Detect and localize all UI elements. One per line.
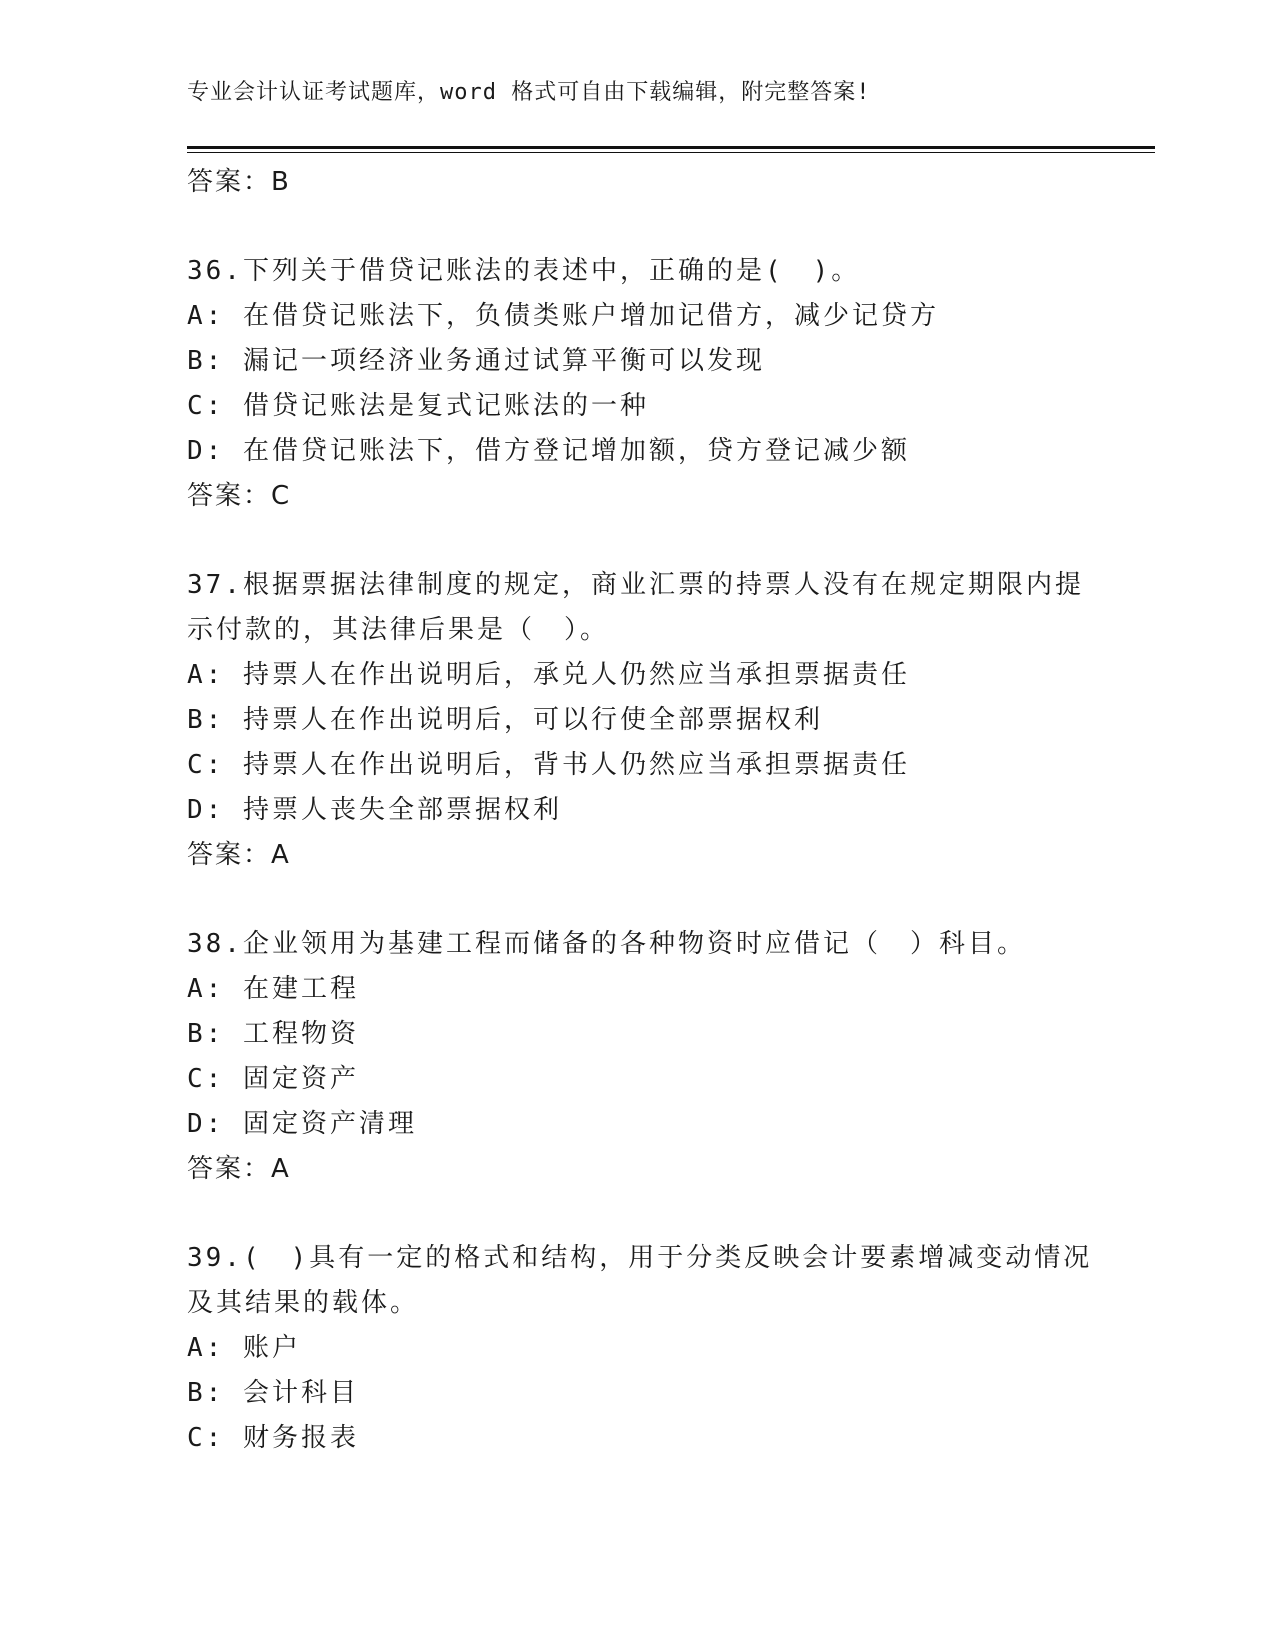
question-text: 38.企业领用为基建工程而储备的各种物资时应借记（ ）科目。 (187, 929, 1026, 959)
spacer (187, 519, 1087, 563)
option-d: D: 持票人丧失全部票据权利 (187, 795, 562, 825)
option-a: A: 在借贷记账法下，负债类账户增加记借方，减少记贷方 (187, 301, 939, 331)
header-rule-thick (187, 146, 1155, 149)
answer-line: 答案：B (187, 167, 291, 197)
question-text-continued: 及其结果的载体。 (187, 1288, 420, 1318)
option-d: D: 在借贷记账法下，借方登记增加额，贷方登记减少额 (187, 436, 910, 466)
spacer (187, 878, 1087, 922)
option-b: B: 漏记一项经济业务通过试算平衡可以发现 (187, 346, 765, 376)
question-block (187, 922, 1087, 1192)
option-a: A: 持票人在作出说明后，承兑人仍然应当承担票据责任 (187, 660, 910, 690)
question-text: 39.( )具有一定的格式和结构，用于分类反映会计要素增减变动情况 (187, 1243, 1093, 1273)
option-b: B: 会计科目 (187, 1378, 359, 1408)
option-d: D: 固定资产清理 (187, 1109, 417, 1139)
question-list (187, 160, 1093, 1461)
option-c: C: 持票人在作出说明后，背书人仍然应当承担票据责任 (187, 750, 910, 780)
option-a: A: 在建工程 (187, 974, 359, 1004)
question-block (187, 563, 1087, 878)
option-c: C: 借贷记账法是复式记账法的一种 (187, 391, 649, 421)
spacer (187, 205, 1087, 249)
page-header: 专业会计认证考试题库，word 格式可自由下载编辑，附完整答案! (187, 80, 871, 105)
question-text: 37.根据票据法律制度的规定，商业汇票的持票人没有在规定期限内提 (187, 570, 1084, 600)
spacer (187, 1192, 1087, 1236)
answer-line: 答案：A (187, 840, 291, 870)
option-c: C: 财务报表 (187, 1423, 359, 1453)
question-text: 36.下列关于借贷记账法的表述中，正确的是( )。 (187, 256, 861, 286)
answer-line: 答案：C (187, 481, 292, 511)
question-block (187, 1236, 1093, 1461)
option-b: B: 工程物资 (187, 1019, 359, 1049)
answer-line: 答案：A (187, 1154, 291, 1184)
header-rule-thin (187, 152, 1155, 153)
question-text-continued: 示付款的，其法律后果是（ ）。 (187, 615, 610, 645)
option-c: C: 固定资产 (187, 1064, 359, 1094)
option-a: A: 账户 (187, 1333, 301, 1363)
option-b: B: 持票人在作出说明后，可以行使全部票据权利 (187, 705, 823, 735)
question-block (187, 249, 1087, 519)
